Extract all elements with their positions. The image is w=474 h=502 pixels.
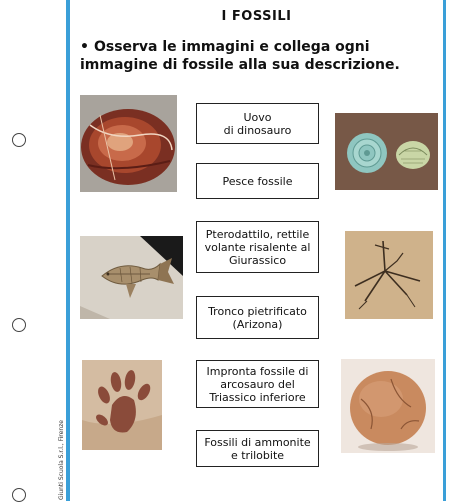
bullet: • (80, 39, 89, 55)
description-dinosaur-egg[interactable] (196, 103, 319, 144)
petrified-trunk-image[interactable] (80, 95, 177, 192)
description-pterodactyl[interactable] (196, 221, 319, 273)
binder-hole-bottom (12, 488, 26, 502)
description-text: Uovo di dinosauro (223, 110, 292, 137)
description-text: Impronta fossile di arcosauro del Triassico inferiore (206, 364, 309, 404)
dinosaur-egg-image[interactable] (341, 359, 435, 453)
archosaur-footprint-image[interactable] (82, 360, 162, 450)
instruction-text (80, 38, 432, 74)
fish-fossil-image[interactable] (80, 236, 183, 319)
instruction-body: Osserva le immagini e collega ogni immagine di fossile alla sua descrizione. (80, 39, 400, 73)
ammonite-trilobite-image[interactable] (335, 113, 438, 190)
description-text: Fossili di ammonite e trilobite (204, 435, 311, 462)
description-archosaur-footprint[interactable] (196, 360, 319, 408)
description-text: Tronco pietrificato (Arizona) (208, 304, 307, 331)
description-fish-fossil[interactable] (196, 163, 319, 199)
description-text: Pterodattilo, rettile volante risalente al Giurassico (204, 227, 311, 267)
binder-hole-middle (12, 318, 26, 332)
binder-hole-top (12, 133, 26, 147)
page-title: I FOSSILI (221, 9, 292, 24)
description-text: Pesce fossile (222, 174, 293, 188)
description-petrified-trunk[interactable] (196, 296, 319, 339)
page-border-left (66, 0, 70, 501)
pterodactyl-fossil-image[interactable] (345, 231, 433, 319)
page-border-right (443, 0, 446, 501)
publisher-credit: Giunti Scuola S.r.l., Firenze (58, 420, 65, 500)
description-ammonite-trilobite[interactable] (196, 430, 319, 467)
